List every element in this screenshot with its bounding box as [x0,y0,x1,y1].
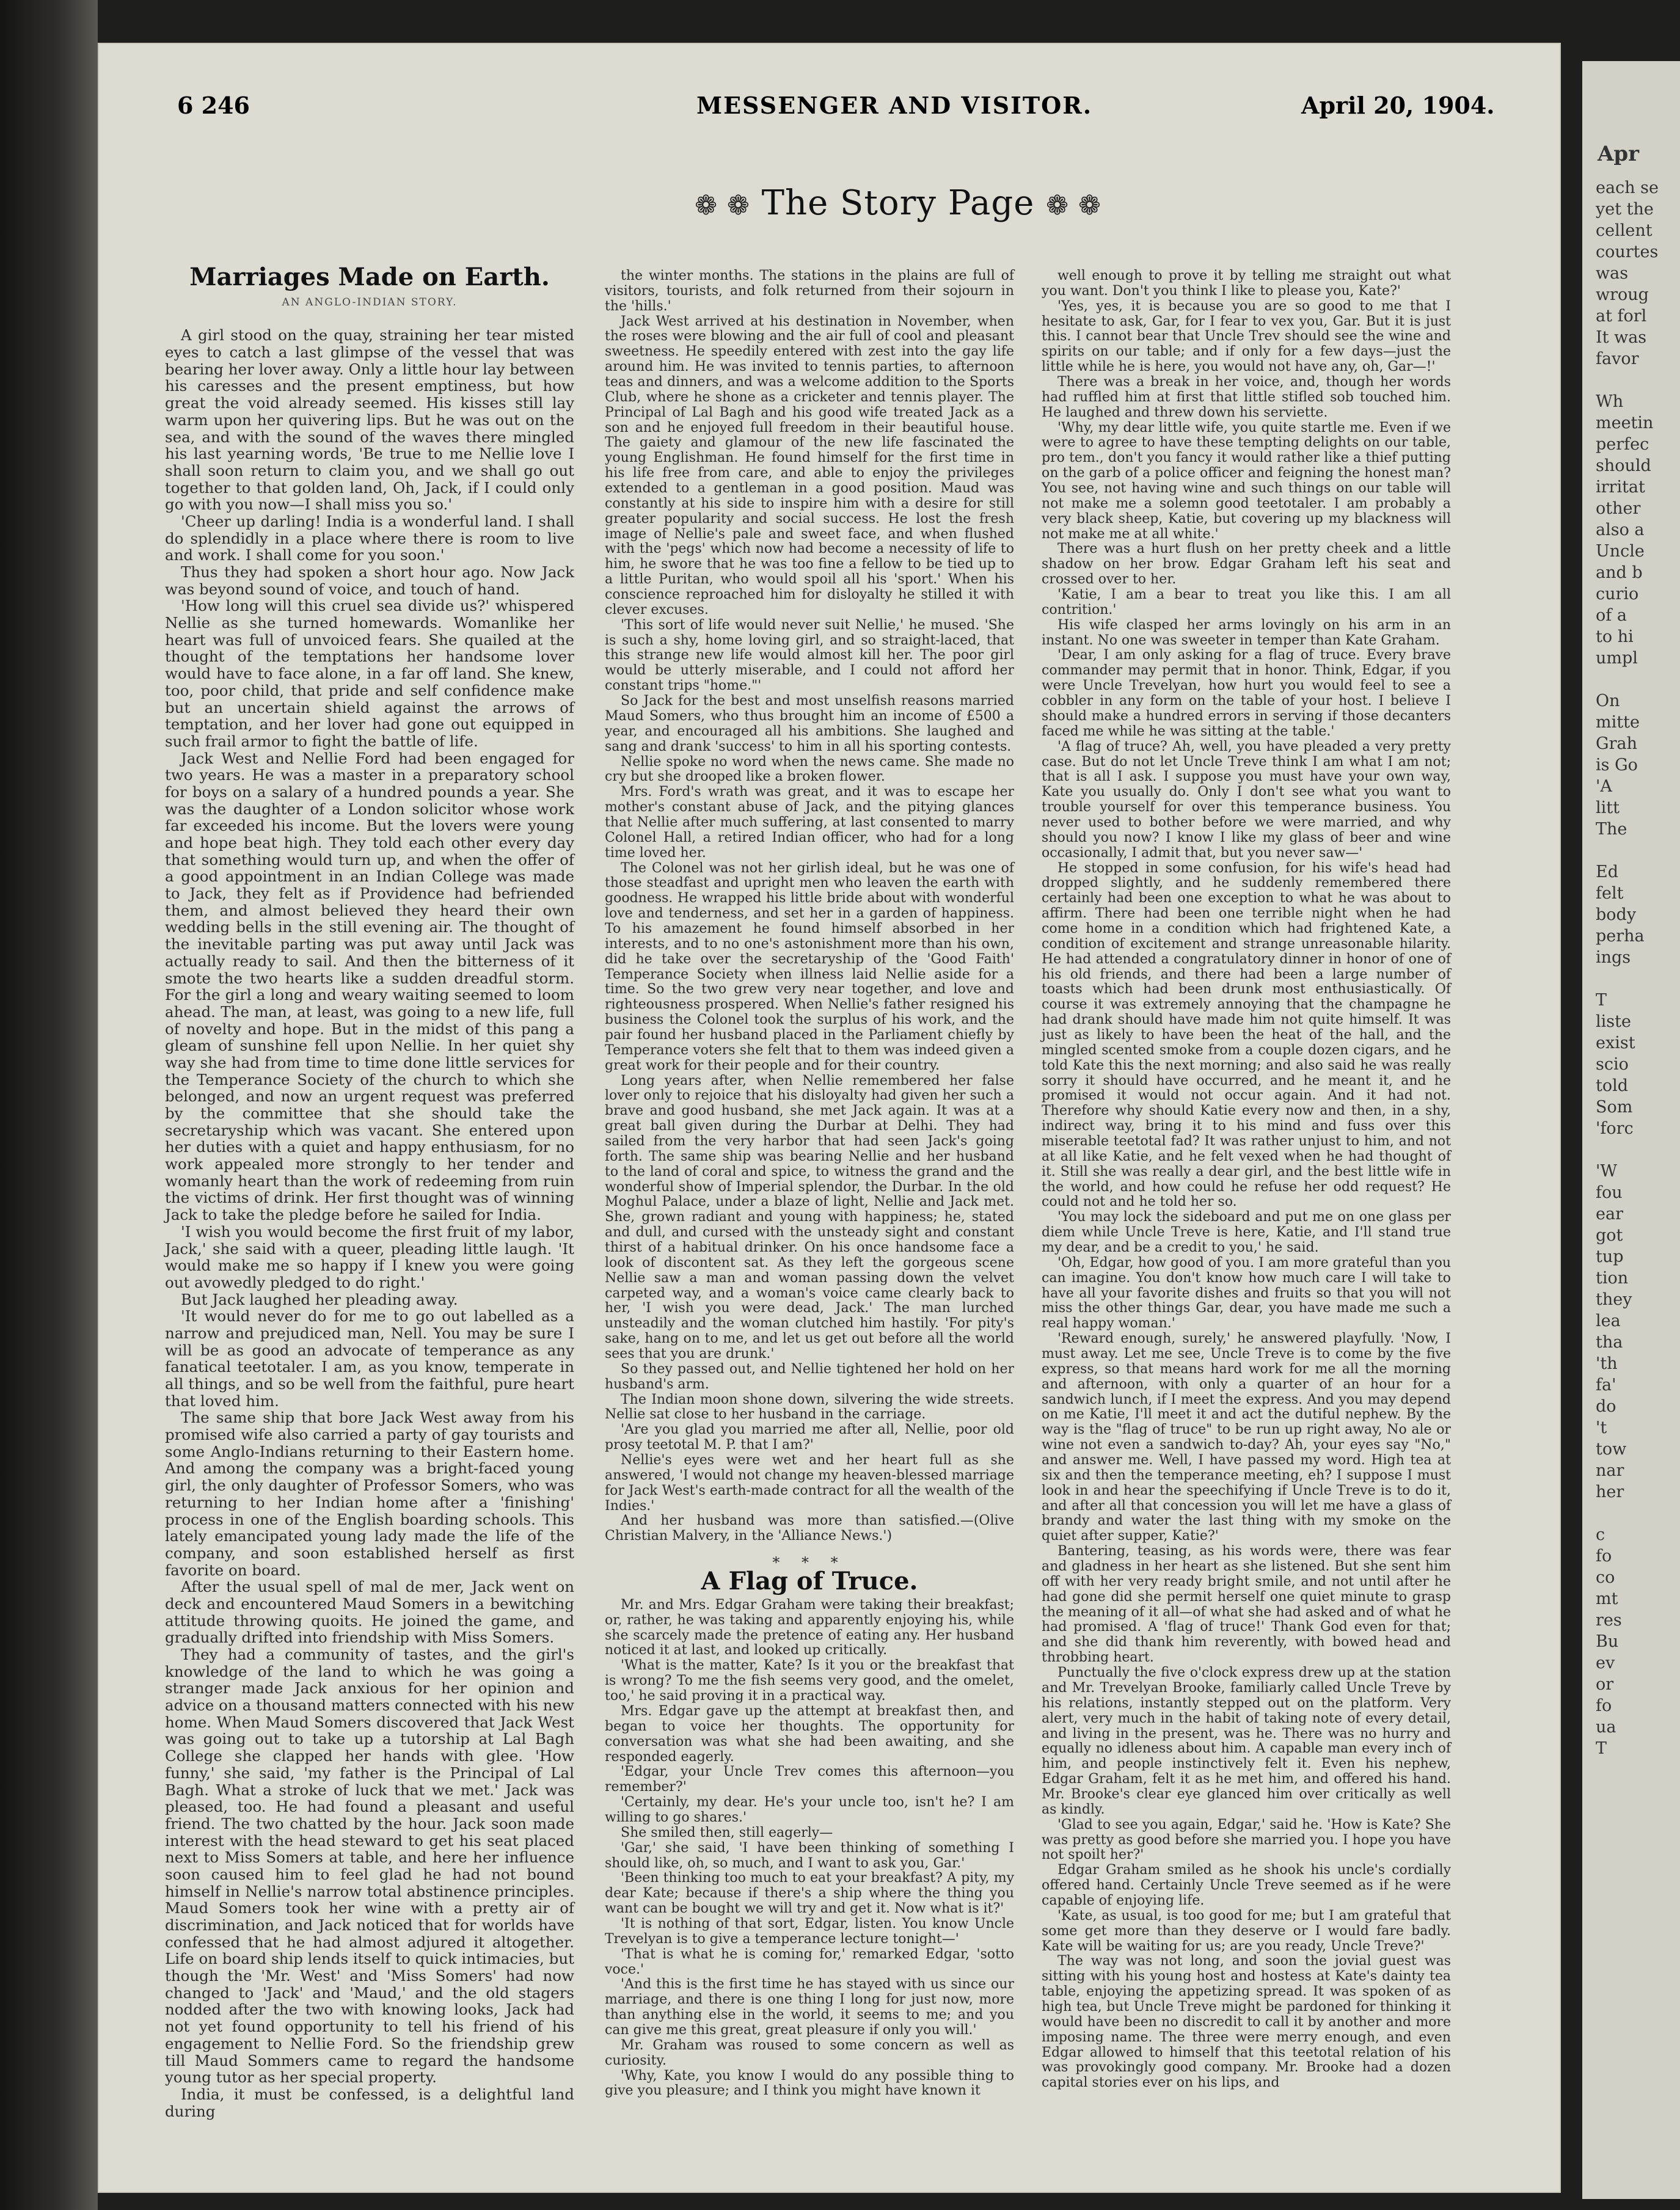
adjacent-page-line: is Go [1596,756,1638,775]
paragraph: There was a hurt flush on her pretty cheek and a little shadow on her brow. Edgar Graham left his seat and crossed over to her. [1042,541,1451,588]
paragraph: The Colonel was not her girlish ideal, but he was one of those steadfast and upright men who leaven the earth with goodness. He wrapped his little bride about with wonderful love and tenderness, and set her in a garden of happiness. To his amazement he found himself absorbed in her interests, and to no one's astonishment more than his own, did he take over the secretaryship of the 'Good Faith' Temperance Society when illness laid Nellie aside for a time. So the two grew very near together, and love and righteousness prospered. When Nellie's father resigned his business the Colonel took the surplus of his work, and the pair found her husband placed in the Parliament chiefly by Temperance voters she felt that to them was indeed given a great work for their people and for their country. [605,860,1014,1073]
adjacent-page-line: res [1596,1611,1622,1630]
adjacent-page-line: 'th [1596,1354,1618,1373]
paragraph: 'What is the matter, Kate? Is it you or the breakfast that is wrong? To me the fish seems very good, and the omelet, too,' he said proving it in a practical way. [605,1658,1014,1704]
paragraph: 'Gar,' she said, 'I have been thinking of something I should like, oh, so much, and I want to ask you, Gar.' [605,1840,1014,1871]
adjacent-page-line: 'forc [1596,1119,1634,1138]
adjacent-page-line: also a [1596,520,1645,539]
adjacent-page-line: body [1596,905,1637,924]
paragraph: After the usual spell of mal de mer, Jack went on deck and encountered Maud Somers in a bewitching attitude throwing quoits. He joined the game, and gradually drifted into friendship with Miss Somers. [165,1578,574,1647]
adjacent-page-line: fo [1596,1547,1612,1566]
story-body-continued [1042,269,1451,2091]
paragraph: 'Dear, I am only asking for a flag of truce. Every brave commander may permit that in honor. Think, Edgar, if you were Uncle Trevelyan, how hurt you would feel to see a cobbler in any form on the table of your host. I believe I should make a hundred errors in serving if those decanters faced me while he was sitting at the table.' [1042,647,1451,739]
adjacent-page-line: told [1596,1076,1629,1095]
adjacent-page-line: T [1596,991,1607,1010]
adjacent-page-header: Apr [1598,142,1640,166]
paragraph: Long years after, when Nellie remembered her false lover only to rejoice that his disloyalty had given her such a brave and good husband, she met Jack again. It was at a great ball given during the Durbar at Delhi. They had sailed from the very harbor that had seen Jack's going forth. The same ship was bearing Nellie and her husband to the land of coral and spice, to witness the grand and the wonderful show of Imperial splendor, the Durbar. In the old Moghul Palace, under a blaze of light, Nellie and Jack met. She, grown radiant and young with happiness; he, stated and dull, and cursed with the unsteady sight and constant thirst of a habitual drinker. On his once handsome face a look of discontent sat. As they left the gorgeous scene Nellie saw a man and woman passing down the velvet carpeted way, and a woman's voice came clearly back to her, 'I wish you were dead, Jack.' The man lurched unsteadily and the woman clutched him hastily. 'For pity's sake, hang on to me, and let us get out before all the world sees that you are drunk.' [605,1073,1014,1362]
section-divider: * * * [772,1554,847,1572]
paragraph: Mr. Graham was roused to some concern as well as curiosity. [605,2037,1014,2068]
paragraph: But Jack laughed her pleading away. [181,1290,458,1308]
paragraph: They had a community of tastes, and the girl's knowledge of the land to which he was going a stranger made Jack anxious for her opinion and advice on a thousand matters connected with his new home. When Maud Somers discovered that Jack West was going out to take up a tutorship at Lal Bagh College she clapped her hands with glee. 'How funny,' she said, 'my father is the Principal of Lal Bagh. What a stroke of luck that we met.' Jack was pleased, too. He had found a pleasant and useful friend. The two chatted by the hour. Jack soon made interest with the head steward to get his seat placed next to Miss Somers at table, and here her influence soon caused him to feel glad he had not bound himself in Nellie's narrow total abstinence principles. Maud Somers took her wine with a pretty air of discrimination, and Jack noticed that for worlds have confessed that he had almost adjured it altogether. Life on board ship lends itself to quick intimacies, but though the 'Mr. West' and 'Miss Somers' had now changed to 'Jack' and 'Maud,' and the old stagers nodded after the two with knowing looks, Jack had not yet found opportunity to tell his friend of his engagement to Nellie Ford. So the friendship grew till Maud Sommers came to regard the handsome young tutor as her special property. [165,1646,574,2087]
paragraph: 'Kate, as usual, is too good for me; but I am grateful that some get more than they deserve or I would fare badly. Kate will be waiting for us; are you ready, Uncle Treve?' [1042,1908,1451,1954]
paragraph: Edgar Graham smiled as he shook his uncle's cordially offered hand. Certainly Uncle Treve seemed as if he were capable of enjoying life. [1042,1862,1451,1908]
adjacent-page-line: meetin [1596,414,1654,432]
paragraph: Thus they had spoken a short hour ago. Now Jack was beyond sound of voice, and touch of hand. [165,563,574,598]
adjacent-page-fragment [1582,61,1680,2199]
paragraph: And her husband was more than satisfied.—(Olive Christian Malvery, in the 'Alliance News.') [605,1513,1014,1544]
adjacent-page-line: each se [1596,178,1659,197]
paragraph: well enough to prove it by telling me straight out what you want. Don't you think I like to please you, Kate?' [1042,268,1451,299]
paragraph: Bantering, teasing, as his words were, there was fear and gladness in her heart as she listened. But she sent him off with her very ready bright smile, and not until after he had gone did she permit herself one quiet minute to grasp the meaning of it all—of what she had asked and of what he had promised. A 'flag of truce!' Thank God even for that; and she did thank him reverently, with bowed head and throbbing heart. [1042,1544,1451,1666]
adjacent-page-line: ev [1596,1654,1615,1672]
paragraph: 'Katie, I am a bear to treat you like this. I am all contrition.' [1042,587,1451,618]
adjacent-page-line: tup [1596,1247,1624,1266]
column-1 [165,263,574,2120]
story-body [605,1598,1014,2099]
adjacent-page-line: yet the [1596,200,1654,219]
paragraph: He stopped in some confusion, for his wife's head had dropped slightly, and he suddenly remembered there certainly had been one exception to what he was about to affirm. There had been one terrible night when he had come home in a condition which had frightened Kate, a condition of excitement and strange unreasonable hilarity. He had attended a congratulatory dinner in honor of one of his old friends, and there had been a large number of toasts which had been drunk most enthusiastically. Of course it was extremely annoying that the champagne he had drank should have made him not quite himself. It was just as likely to have been the heat of the hall, and the mingled scented smoke from a couple dozen cigars, and he told Kate this the next morning; and also said he was really sorry it should have occurred, and he meant it, and he promised it would not occur again. And it had not. Therefore why should Katie every now and then, in a shy, indirect way, bring it to his mind and fuss over this miserable teetotal fad? It was rather unjust to him, and not at all like Katie, and he felt vexed when he had thought of it. Still she was really a dear girl, and the best little wife in the world, and how could he refuse her odd request? He could not and he told her so. [1042,860,1451,1210]
adjacent-page-line: litt [1596,798,1620,817]
paragraph: The way was not long, and soon the jovial guest was sitting with his young host and hostess at Kate's dainty tea table, enjoying the appetizing spread. It was spoken of as high tea, but Uncle Treve might be pardoned for thinking it would have been no discredit to call it by another and more imposing name. The three were merry enough, and even Edgar allowed to himself that this teetotal relation of his was provokingly good company. Mr. Brooke had a dozen capital stories ever on his lips, and [1042,1953,1451,2091]
paragraph: 'Reward enough, surely,' he answered playfully. 'Now, I must away. Let me see, Uncle Treve is to come by the five express, so that means hard work for me all the morning and afternoon, with only a quarter of an hour for a sandwich lunch, if I meet the express. And you may depend on me Katie, I'll meet it and act the dutiful nephew. By the way is the "flag of truce" to be run up right away, No ale or wine not even a sandwich to-day? Ah, your eyes say "No," and answer me. Well, I have passed my word. High tea at six and then the temperance meeting, eh? I suppose I must look in and hear the speechifying if Uncle Treve is to do it, and after all that concession you will let me have a glass of brandy and water the last thing with my smoke on the quiet after supper, Katie?' [1042,1331,1451,1544]
paragraph: So Jack for the best and most unselfish reasons married Maud Somers, who thus brought him an income of £500 a year, and encouraged all his ambitions. She laughed and sang and drank 'success' to him in all his sporting contests. [605,693,1014,754]
adjacent-page-line: ear [1596,1205,1623,1224]
adjacent-page-text [1582,177,1680,1759]
adjacent-page-line: Ed [1596,862,1618,881]
adjacent-page-line: at forl [1596,307,1647,326]
section-title [672,183,1124,223]
paragraph: The Indian moon shone down, silvering the wide streets. Nellie sat close to her husband in the carriage. [605,1391,1014,1423]
adjacent-page-line: perfec [1596,435,1649,454]
adjacent-page-line: fou [1596,1183,1623,1202]
adjacent-page-line: lea [1596,1311,1621,1330]
adjacent-page-line: On [1596,691,1620,710]
adjacent-page-line: of a [1596,606,1627,625]
adjacent-page-line: T [1596,1739,1607,1758]
adjacent-page-line: tion [1596,1269,1629,1288]
adjacent-page-line: Bu [1596,1632,1619,1651]
paragraph: 'Certainly, my dear. He's your uncle too, isn't he? I am willing to go shares.' [605,1795,1014,1825]
adjacent-page-line: mitte [1596,713,1640,732]
paragraph: 'You may lock the sideboard and put me on one glass per diem while Uncle Treve is here, Katie, and I'll stand true my dear, and be a credit to you,' he said. [1042,1209,1451,1255]
adjacent-page-line: curio [1596,585,1639,604]
paragraph: 'Are you glad you married me after all, Nellie, poor old prosy teetotal M. P. that I am?' [605,1422,1014,1453]
paragraph: There was a break in her voice, and, though her words had ruffled him at first that little stifled sob touched him. He laughed and threw down his serviette. [1042,374,1451,420]
adjacent-page-line: The [1596,820,1627,839]
adjacent-page-line: or [1596,1675,1614,1694]
adjacent-page-line: c [1596,1525,1605,1544]
adjacent-page-line: do [1596,1397,1616,1416]
adjacent-page-line: perha [1596,927,1645,946]
paragraph: Mrs. Edgar gave up the attempt at breakfast then, and began to voice her thoughts. The opportunity for conversation was what she had been awaiting, and she responded eagerly. [605,1703,1014,1765]
adjacent-page-line: 'A [1596,777,1612,796]
paragraph: Nellie spoke no word when the news came. She made no cry but she drooped like a broken flower. [605,754,1014,785]
adjacent-page-line: 'W [1596,1162,1618,1181]
paragraph: Jack West and Nellie Ford had been engaged for two years. He was a master in a preparatory school for boys on a salary of a hundred pounds a year. She was the daughter of a London solicitor whose work far exceeded his income. But the lovers were young and hope beat high. They told each other every day that something would turn up, and when the offer of a good appointment in an Indian College was made to Jack, they felt as if Providence had befriended them, and almost believed they heard their own wedding bells in the still evening air. The thought of the inevitable parting was put away until Jack was actually ready to sail. And then the bitterness of it smote the two hearts like a sudden dreadful storm. For the girl a long and weary waiting seemed to loom ahead. The man, at least, was going to a new life, full of novelty and hope. But in the midst of this pang a gleam of sunshine fell upon Nellie. In her quiet shy way she had from time to time done little services for the Temperance Society of the church to which she belonged, and now an urgent request was preferred by the committee that she should take the secretaryship which was vacant. She entered upon her duties with a quiet and happy enthusiasm, for no work appealed more strongly to her tender and womanly heart than the work of redeeming from ruin the victims of drink. Her first thought was of winning Jack to take the pledge before he sailed for India. [165,749,574,1224]
paragraph: India, it must be confessed, is a delightful land during [165,2085,574,2120]
publication-title: MESSENGER AND VISITOR. [696,92,1093,119]
story-body [165,327,574,2120]
paragraph: 'It is nothing of that sort, Edgar, listen. You know Uncle Trevelyan is to give a temperance lecture tonight—' [605,1916,1014,1947]
paragraph: So they passed out, and Nellie tightened her hold on her husband's arm. [605,1361,1014,1392]
story-title: A Flag of Truce. [701,1567,918,1596]
column-2 [605,269,1014,2099]
paragraph: The same ship that bore Jack West away from his promised wife also carried a party of gay tourists and some Anglo-Indians returning to their Eastern home. And among the company was a bright-faced young girl, the only daughter of Professor Somers, who was returning to her Indian home after a 'finishing' process in one of the English boarding schools. This lately emancipated young lady made the life of the company, and soon established herself as first favorite on board. [165,1409,574,1579]
adjacent-page-line: felt [1596,884,1624,903]
adjacent-page-line: tow [1596,1440,1627,1459]
adjacent-page-line: to hi [1596,627,1634,646]
paragraph: 'This sort of life would never suit Nellie,' he mused. 'She is such a shy, home loving girl, and so straight-laced, that this strange new life would almost kill her. The poor girl would be utterly miserable, and I could not afford her constant trips "home."' [605,617,1014,694]
paragraph: 'Glad to see you again, Edgar,' said he. 'How is Kate? She was pretty as good before she married you. I hope you have not spoilt her?' [1042,1817,1451,1863]
paragraph: A girl stood on the quay, straining her tear misted eyes to catch a last glimpse of the vessel that was bearing her lover away. Only a little hour lay between his caresses and the present emptiness, but how great the void already seemed. His kisses still lay warm upon her quivering lips. But he was out on the sea, and with the sound of the waves there mingled his last yearning words, 'Be true to me Nellie love I shall soon return to claim you, and we shall go out together to that golden land, Oh, Jack, if I could only go with you now—I shall miss you so.' [165,326,574,514]
adjacent-page-line: Uncle [1596,542,1645,561]
paragraph: Mrs. Ford's wrath was great, and it was to escape her mother's constant abuse of Jack, and the pitying glances that Nellie after much suffering, at last consented to marry Colonel Hall, a retired Indian officer, who had for a long time loved her. [605,784,1014,861]
adjacent-page-line: Wh [1596,392,1624,411]
adjacent-page-line: cellent [1596,221,1653,240]
adjacent-page-line: exist [1596,1034,1635,1052]
paragraph: 'Been thinking too much to eat your breakfast? A pity, my dear Kate; because if there's a ship where the thing you want can be bought we will try and get it. Now what is it?' [605,1870,1014,1917]
paragraph: 'Why, my dear little wife, you quite startle me. Even if we were to agree to have these tempting delights on our table, pro tem., don't you fancy it would rather like a thief putting on the garb of a police officer and feigning the honest man? You see, not having wine and such things on our table will not make me a solemn good teetotaler. I am probably a very black sheep, Katie, but covering up my blackness will not make me at all white.' [1042,420,1451,542]
story-subtitle: AN ANGLO-INDIAN STORY. [282,296,458,308]
adjacent-page-line: should [1596,456,1651,475]
adjacent-page-line: ings [1596,948,1631,967]
adjacent-page-line: favor [1596,349,1639,368]
adjacent-page-line: irritat [1596,478,1645,497]
adjacent-page-line: was [1596,264,1629,283]
adjacent-page-line: Som [1596,1098,1633,1117]
adjacent-page-line [1596,1139,1680,1161]
paragraph: 'It would never do for me to go out labelled as a narrow and prejudiced man, Nell. You may be sure I will be as good an advocate of temperance as any fanatical teetotaler. I am, as you know, temperate in all things, and so be well from the faithful, pure heart that loved him. [165,1307,574,1410]
ornament-icon: ❁ ❁ [1046,190,1101,221]
adjacent-page-line: nar [1596,1461,1624,1480]
adjacent-page-line: fa' [1596,1376,1616,1395]
scan-left-edge [0,0,98,2210]
adjacent-page-line: 't [1596,1418,1607,1437]
section-title-text: The Story Page [761,183,1035,223]
adjacent-page-line [1596,669,1680,690]
story-title: Marriages Made on Earth. [189,263,550,291]
adjacent-page-line: wroug [1596,285,1649,304]
paragraph: 'Why, Kate, you know I would do any possible thing to give you pleasure; and I think you might have known it [605,2068,1014,2099]
adjacent-page-line: It was [1596,328,1647,347]
paragraph: 'Oh, Edgar, how good of you. I am more grateful than you can imagine. You don't know how much care I will take to have all your favorite dishes and fruits so that you will not miss the other things Gar, dear, you have made me such a real happy woman.' [1042,1255,1451,1332]
adjacent-page-line: ua [1596,1718,1616,1737]
adjacent-page-line: scio [1596,1055,1629,1074]
paragraph: 'A flag of truce? Ah, well, you have pleaded a very pretty case. But do not let Uncle Treve think I am what I am not; that is all I ask. I suppose you must have your own way, Kate you usually do. Only I don't see what you want to trouble yourself for over this temperance business. You never used to bother before we were married, and why should you now? I know I like my glass of beer and wine occasionally, I admit that, but you never saw—' [1042,738,1451,861]
adjacent-page-line: they [1596,1290,1632,1309]
ornament-icon: ❁ ❁ [695,190,750,221]
adjacent-page-line: co [1596,1568,1615,1587]
adjacent-page-line: mt [1596,1589,1618,1608]
paragraph: Punctually the five o'clock express drew up at the station and Mr. Trevelyan Brooke, familiarly called Uncle Treve by his relations, instantly stepped out on the platform. Very alert, very much in the habit of taking note of every detail, and living in the present, was he. There was no hurry and equally no idleness about him. A capable man every inch of him, and people instinctively felt it. Even his nephew, Edgar Graham, felt it as he met him, and offered his hand. Mr. Brooke's clear eye glanced him over critically as well as kindly. [1042,1665,1451,1817]
paragraph: Jack West arrived at his destination in November, when the roses were blowing and the air full of cool and pleasant sweetness. He speedily entered with zest into the gay life around him. He was invited to tennis parties, to afternoon teas and dinners, and was a welcome addition to the Sports Club, where he shone as a cricketer and tennis player. The Principal of Lal Bagh and his good wife treated Jack as a son and he enjoyed full freedom in their beautiful house. The gaiety and glamour of the new life fascinated the young Englishman. He found himself for the first time in his life free from care, and able to enjoy the privileges extended to a gentleman in a good position. Maud was constantly at his side to inspire him with a desire for still greater popularity and social success. He lost the fresh image of Nellie's pale and sweet face, and when flushed with the 'pegs' which now had become a necessity of life to him, he swore that he was too fine a fellow to be tied up to a little Puritan, who would spoil all his 'sport.' When his conscience reproached him for disloyalty he stilled it with clever excuses. [605,313,1014,618]
paragraph: 'That is what he is coming for,' remarked Edgar, 'sotto voce.' [605,1946,1014,1977]
adjacent-page-line: and b [1596,563,1643,582]
adjacent-page-line: fo [1596,1696,1612,1715]
adjacent-page-line: other [1596,499,1641,518]
paragraph: 'I wish you would become the first fruit of my labor, Jack,' she said with a queer, pleading little laugh. 'It would make me so happy if I knew you were going out avowedly pledged to do right.' [165,1222,574,1291]
paragraph: She smiled then, still eagerly— [621,1825,833,1840]
adjacent-page-line: liste [1596,1012,1631,1031]
paragraph: 'And this is the first time he has stayed with us since our marriage, and there is one thing I long for just now, more than anything else in the world, it seems to me; and you can give me this great, great pleasure if only you will.' [605,1977,1014,2038]
column-3 [1042,269,1451,2091]
adjacent-page-line: Grah [1596,734,1637,753]
paragraph: the winter months. The stations in the plains are full of visitors, tourists, and folk returned from their sojourn in the 'hills.' [605,268,1014,314]
adjacent-page-line: tha [1596,1333,1623,1352]
page-number: 6 246 [177,92,250,119]
adjacent-page-line: umpl [1596,649,1638,668]
adjacent-page-line: her [1596,1482,1624,1501]
issue-date: April 20, 1904. [1301,92,1495,119]
paragraph: 'How long will this cruel sea divide us?' whispered Nellie as she turned homewards. Womanlike her heart was full of unvoiced fears. She quailed at the thought of the temptations her handsome lover would have to face alone, in a far off land. She knew, too, poor child, that pride and self confidence make but an uncertain shield against the arrows of temptation, and her lover had gone out equipped in such frail armor to fight the battle of life. [165,597,574,750]
adjacent-page-line: courtes [1596,243,1659,261]
story-body-continued [605,269,1014,1544]
adjacent-page-line [1596,840,1680,861]
paragraph: 'Yes, yes, it is because you are so good to me that I hesitate to ask, Gar, for I fear to vex you, Gar. But it is just this. I cannot bear that Uncle Trev should see the wine and spirits on our table; and if only for a few days—just the little while he is here, you would not have any, oh, Gar—!' [1042,298,1451,375]
paragraph: 'Cheer up darling! India is a wonderful land. I shall do splendidly in a place where there is room to live and work. I shall come for you soon.' [165,512,574,564]
paragraph: 'Edgar, your Uncle Trev comes this afternoon—you remember?' [605,1764,1014,1795]
adjacent-page-line [1596,968,1680,990]
adjacent-page-line: got [1596,1226,1623,1245]
adjacent-page-line [1596,1503,1680,1524]
paragraph: Nellie's eyes were wet and her heart full as she answered, 'I would not change my heaven-blessed marriage for Jack West's earth-made contract for all the wealth of the Indies.' [605,1453,1014,1514]
paragraph: Mr. and Mrs. Edgar Graham were taking their breakfast; or, rather, he was taking and apparently enjoying his, while she scarcely made the pretence of eating any. Her husband noticed it at last, and looked up critically. [605,1597,1014,1658]
paragraph: His wife clasped her arms lovingly on his arm in an instant. No one was sweeter in temper than Kate Graham. [1042,617,1451,648]
adjacent-page-line [1596,370,1680,391]
